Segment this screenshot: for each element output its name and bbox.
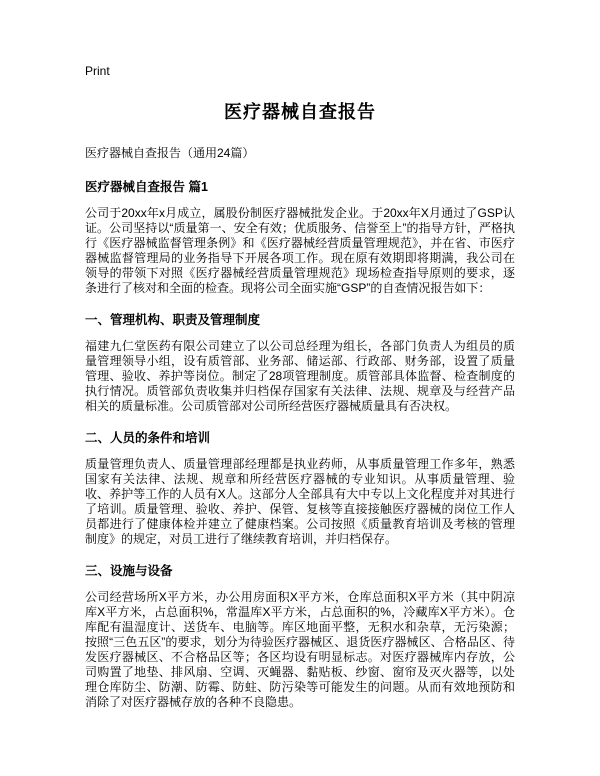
subtitle: 医疗器械自查报告（通用24篇） [85,146,255,160]
page-title: 医疗器械自查报告 [224,102,376,122]
section-heading-management: 一、管理机构、职责及管理制度 [85,313,261,327]
section-body-facilities: 公司经营场所X平方米，办公用房面积X平方米，仓库总面积X平方米（其中阴凉库X平方米，占总面积%，常温库X平方米，占总面积的%，冷藏库X平方米）。仓库配有温湿度计、送货车、电脑等。库区地面平整，无积水和杂草，无污染源；按照“三色五区”的要求，划分为待验医疗器械区、退货医疗器械区、合格品区、待发医疗器械区、不合格品区等；各区均设有明显标志。对医疗器械库内存放，公司购置了地垫、排风扇、空调、灭蝇器、黏贴板、纱窗、窗帘及灭火器等，以处理仓库防尘、防潮、防霉、防蛀、防污染等可能发生的问题。从而有效地预防和消除了对医疗器械存放的各种不良隐患。 [85,590,515,709]
print-link[interactable]: Print [85,64,110,78]
section-body-personnel: 质量管理负责人、质量管理部经理都是执业药师，从事质量管理工作多年，熟悉国家有关法律、法规、规章和所经营医疗器械的专业知识。从事质量管理、验收、养护等工作的人员有X人。这部分人全部具有大中专以上文化程度并对其进行了培训。质量管理、验收、养护、保管、复核等直接接触医疗器械的岗位工作人员都进行了健康体检并建立了健康档案。公司按照《质量教育培训及考核的管理制度》的规定，对员工进行了继续教育培训，并归档保存。 [85,457,515,546]
article-heading: 医疗器械自查报告 篇1 [85,180,208,194]
section-body-management: 福建九仁堂医药有限公司建立了以公司总经理为组长，各部门负责人为组员的质量管理领导小组，设有质管部、业务部、储运部、行政部、财务部，设置了质量管理、验收、养护等岗位。制定了28项管理制度。质管部具体监督、检查制度的执行情况。质管部负责收集并归档保存国家有关法律、法规、规章及与经营产品相关的质量标准。公司质管部对公司所经营医疗器械质量具有否决权。 [85,339,515,413]
section-heading-facilities: 三、设施与设备 [85,564,173,578]
section-heading-personnel: 二、人员的条件和培训 [85,431,211,445]
intro-paragraph: 公司于20xx年x月成立，属股份制医疗器械批发企业。于20xx年X月通过了GSP认证。公司坚持以“质量第一、安全有效；优质服务、信誉至上”的指导方针，严格执行《医疗器械监督管理条例》和《医疗器械经营质量管理规范》，并在省、市医疗器械监督管理局的业务指导下开展各项工作。现在原有效期即将期满，我公司在领导的带领下对照《医疗器械经营质量管理规范》现场检查指导原则的要求，逐条进行了核对和全面的检查。现将公司全面实施“GSP”的自查情况报告如下： [85,206,515,295]
